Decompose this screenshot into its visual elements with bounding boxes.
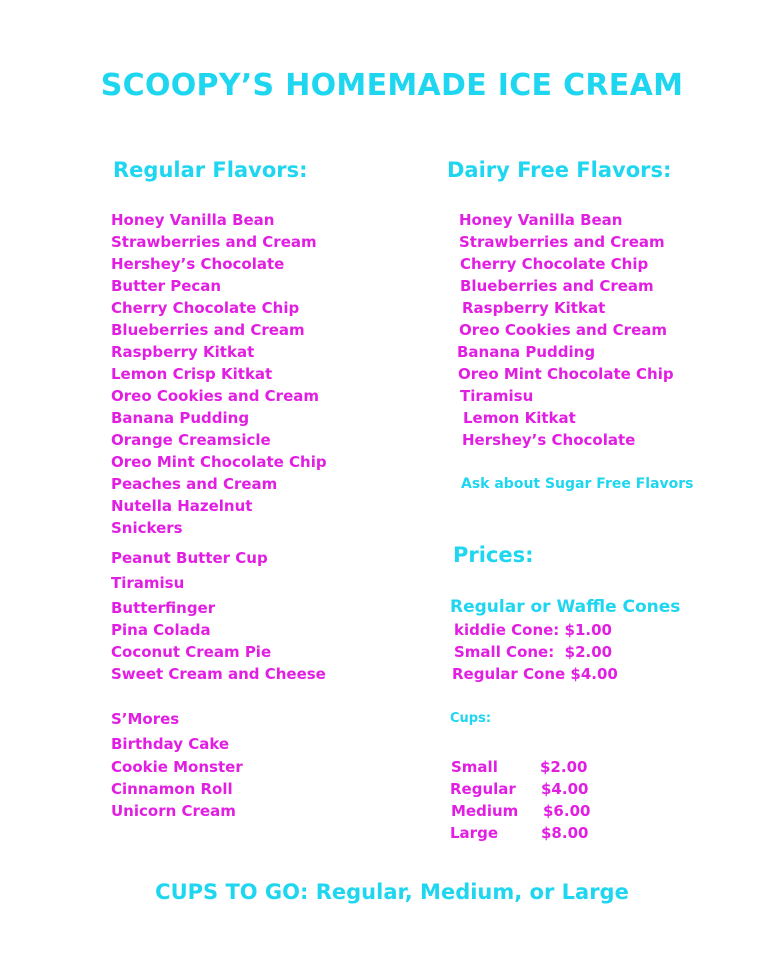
flavor-item: Blueberries and Cream xyxy=(460,277,654,295)
flavor-item: Oreo Cookies and Cream xyxy=(111,387,320,405)
flavor-item: Oreo Cookies and Cream xyxy=(459,321,668,339)
cup-price: $8.00 xyxy=(541,824,589,842)
flavor-item: Oreo Mint Chocolate Chip xyxy=(111,453,327,471)
prices-heading: Prices: xyxy=(453,543,534,567)
flavor-item: Peaches and Cream xyxy=(111,475,278,493)
flavor-item: Peanut Butter Cup xyxy=(111,549,268,567)
cone-price-item: kiddie Cone: $1.00 xyxy=(454,621,612,639)
flavor-item: Sweet Cream and Cheese xyxy=(111,665,326,683)
flavor-item: Oreo Mint Chocolate Chip xyxy=(458,365,674,383)
cup-size: Medium xyxy=(451,802,519,820)
flavor-item: Snickers xyxy=(111,519,183,537)
cup-price: $4.00 xyxy=(541,780,589,798)
flavor-item: Honey Vanilla Bean xyxy=(111,211,275,229)
flavor-item: Hershey’s Chocolate xyxy=(462,431,636,449)
flavor-item: Butterfinger xyxy=(111,599,216,617)
flavor-item: Hershey’s Chocolate xyxy=(111,255,285,273)
flavor-item: Blueberries and Cream xyxy=(111,321,305,339)
cones-heading: Regular or Waffle Cones xyxy=(450,597,681,617)
flavor-item: Butter Pecan xyxy=(111,277,222,295)
flavor-item: Tiramisu xyxy=(460,387,534,405)
cups-heading: Cups: xyxy=(450,711,492,726)
flavor-item: Unicorn Cream xyxy=(111,802,236,820)
cup-price: $6.00 xyxy=(543,802,591,820)
flavor-item: Raspberry Kitkat xyxy=(462,299,606,317)
flavor-item: Cherry Chocolate Chip xyxy=(460,255,649,273)
flavor-item: Coconut Cream Pie xyxy=(111,643,272,661)
cups-to-go-footer: CUPS TO GO: Regular, Medium, or Large xyxy=(155,880,629,904)
cone-price-item: Regular Cone $4.00 xyxy=(452,665,618,683)
flavor-item: Lemon Crisp Kitkat xyxy=(111,365,273,383)
cup-price: $2.00 xyxy=(540,758,588,776)
flavor-item: Honey Vanilla Bean xyxy=(459,211,623,229)
cup-size: Small xyxy=(451,758,498,776)
flavor-item: Pina Colada xyxy=(111,621,211,639)
flavor-item: Lemon Kitkat xyxy=(463,409,576,427)
flavor-item: Strawberries and Cream xyxy=(111,233,317,251)
regular-flavors-heading: Regular Flavors: xyxy=(113,158,308,182)
flavor-item: Strawberries and Cream xyxy=(459,233,665,251)
flavor-item: Nutella Hazelnut xyxy=(111,497,253,515)
flavor-item: Orange Creamsicle xyxy=(111,431,271,449)
flavor-item: Cinnamon Roll xyxy=(111,780,233,798)
cup-size: Large xyxy=(450,824,498,842)
flavor-item: Cookie Monster xyxy=(111,758,243,776)
cup-size: Regular xyxy=(450,780,516,798)
dairy-free-heading: Dairy Free Flavors: xyxy=(447,158,672,182)
page-title: SCOOPY’S HOMEMADE ICE CREAM xyxy=(100,68,684,103)
cone-price-item: Small Cone: $2.00 xyxy=(454,643,613,661)
flavor-item: S’Mores xyxy=(111,710,180,728)
flavor-item: Birthday Cake xyxy=(111,735,230,753)
flavor-item: Cherry Chocolate Chip xyxy=(111,299,300,317)
flavor-item: Raspberry Kitkat xyxy=(111,343,255,361)
sugar-free-note: Ask about Sugar Free Flavors xyxy=(461,476,694,492)
flavor-item: Banana Pudding xyxy=(457,343,596,361)
flavor-item: Banana Pudding xyxy=(111,409,250,427)
flavor-item: Tiramisu xyxy=(111,574,185,592)
